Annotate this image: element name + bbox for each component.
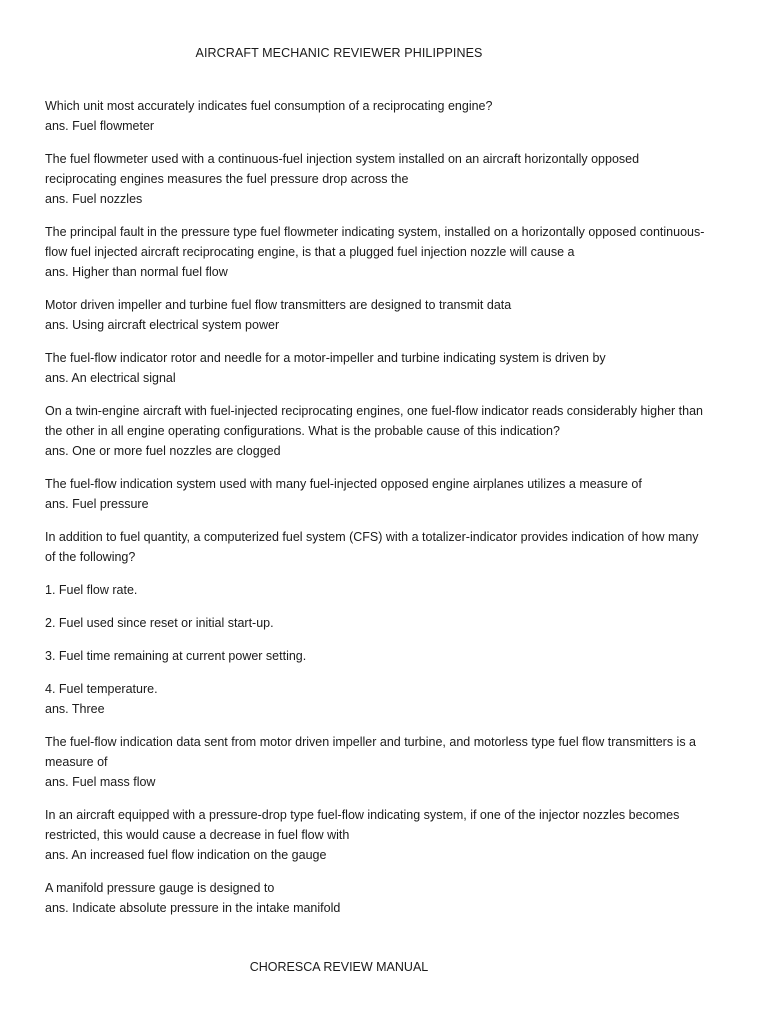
- answer-line: ans. An increased fuel flow indication on the gauge: [45, 848, 327, 862]
- question-line: The fuel-flow indication data sent from motor driven impeller and turbine, and motorless type fuel flow transmitters is a: [45, 735, 696, 749]
- question-line: In addition to fuel quantity, a computerized fuel system (CFS) with a totalizer-indicator provides indication of how many: [45, 530, 699, 544]
- answer-line: ans. An electrical signal: [45, 371, 176, 385]
- qa-block: [45, 348, 730, 388]
- question-line: On a twin-engine aircraft with fuel-injected reciprocating engines, one fuel-flow indicator reads considerably higher than: [45, 404, 704, 418]
- answer-line: ans. Fuel nozzles: [45, 192, 143, 206]
- qa-block: [45, 580, 730, 600]
- qa-block: [45, 149, 730, 209]
- answer-line: ans. Fuel pressure: [45, 497, 149, 511]
- answer-line: ans. Using aircraft electrical system power: [45, 318, 280, 332]
- qa-block: [45, 878, 730, 918]
- qa-block: [45, 474, 730, 514]
- qa-block: [45, 679, 730, 719]
- question-line: A manifold pressure gauge is designed to: [45, 881, 275, 895]
- question-line: In an aircraft equipped with a pressure-drop type fuel-flow indicating system, if one of the injector nozzles becomes: [45, 808, 680, 822]
- answer-line: ans. One or more fuel nozzles are clogged: [45, 444, 281, 458]
- question-line: The fuel flowmeter used with a continuous-fuel injection system installed on an aircraft horizontally opposed: [45, 152, 640, 166]
- answer-line: ans. Indicate absolute pressure in the intake manifold: [45, 901, 341, 915]
- qa-block: [45, 401, 730, 461]
- qa-block: [45, 805, 730, 865]
- question-line: Motor driven impeller and turbine fuel flow transmitters are designed to transmit data: [45, 298, 512, 312]
- question-line: of the following?: [45, 550, 136, 564]
- document-title: AIRCRAFT MECHANIC REVIEWER PHILIPPINES: [195, 46, 483, 60]
- question-line: Which unit most accurately indicates fuel consumption of a reciprocating engine?: [45, 99, 493, 113]
- answer-line: ans. Fuel flowmeter: [45, 119, 155, 133]
- answer-line: ans. Three: [45, 702, 105, 716]
- question-line: 3. Fuel time remaining at current power setting.: [45, 649, 307, 663]
- qa-block: [45, 613, 730, 633]
- question-line: the other in all engine operating configurations. What is the probable cause of this indication?: [45, 424, 560, 438]
- question-line: measure of: [45, 755, 108, 769]
- qa-block: [45, 527, 730, 567]
- qa-block: [45, 646, 730, 666]
- answer-line: ans. Fuel mass flow: [45, 775, 156, 789]
- answer-line: ans. Higher than normal fuel flow: [45, 265, 228, 279]
- question-line: restricted, this would cause a decrease in fuel flow with: [45, 828, 350, 842]
- qa-block: [45, 222, 730, 282]
- qa-block: [45, 295, 730, 335]
- question-line: 4. Fuel temperature.: [45, 682, 158, 696]
- document-footer: CHORESCA REVIEW MANUAL: [249, 960, 429, 974]
- question-line: 2. Fuel used since reset or initial start-up.: [45, 616, 274, 630]
- document-body: [45, 96, 730, 931]
- question-line: The fuel-flow indication system used with many fuel-injected opposed engine airplanes utilizes a measure of: [45, 477, 642, 491]
- qa-block: [45, 96, 730, 136]
- question-line: The principal fault in the pressure type fuel flowmeter indicating system, installed on a horizontally opposed continuous-: [45, 225, 705, 239]
- question-line: The fuel-flow indicator rotor and needle for a motor-impeller and turbine indicating system is driven by: [45, 351, 606, 365]
- question-line: 1. Fuel flow rate.: [45, 583, 138, 597]
- question-line: flow fuel injected aircraft reciprocating engine, is that a plugged fuel injection nozzle will cause a: [45, 245, 575, 259]
- question-line: reciprocating engines measures the fuel pressure drop across the: [45, 172, 409, 186]
- qa-block: [45, 732, 730, 792]
